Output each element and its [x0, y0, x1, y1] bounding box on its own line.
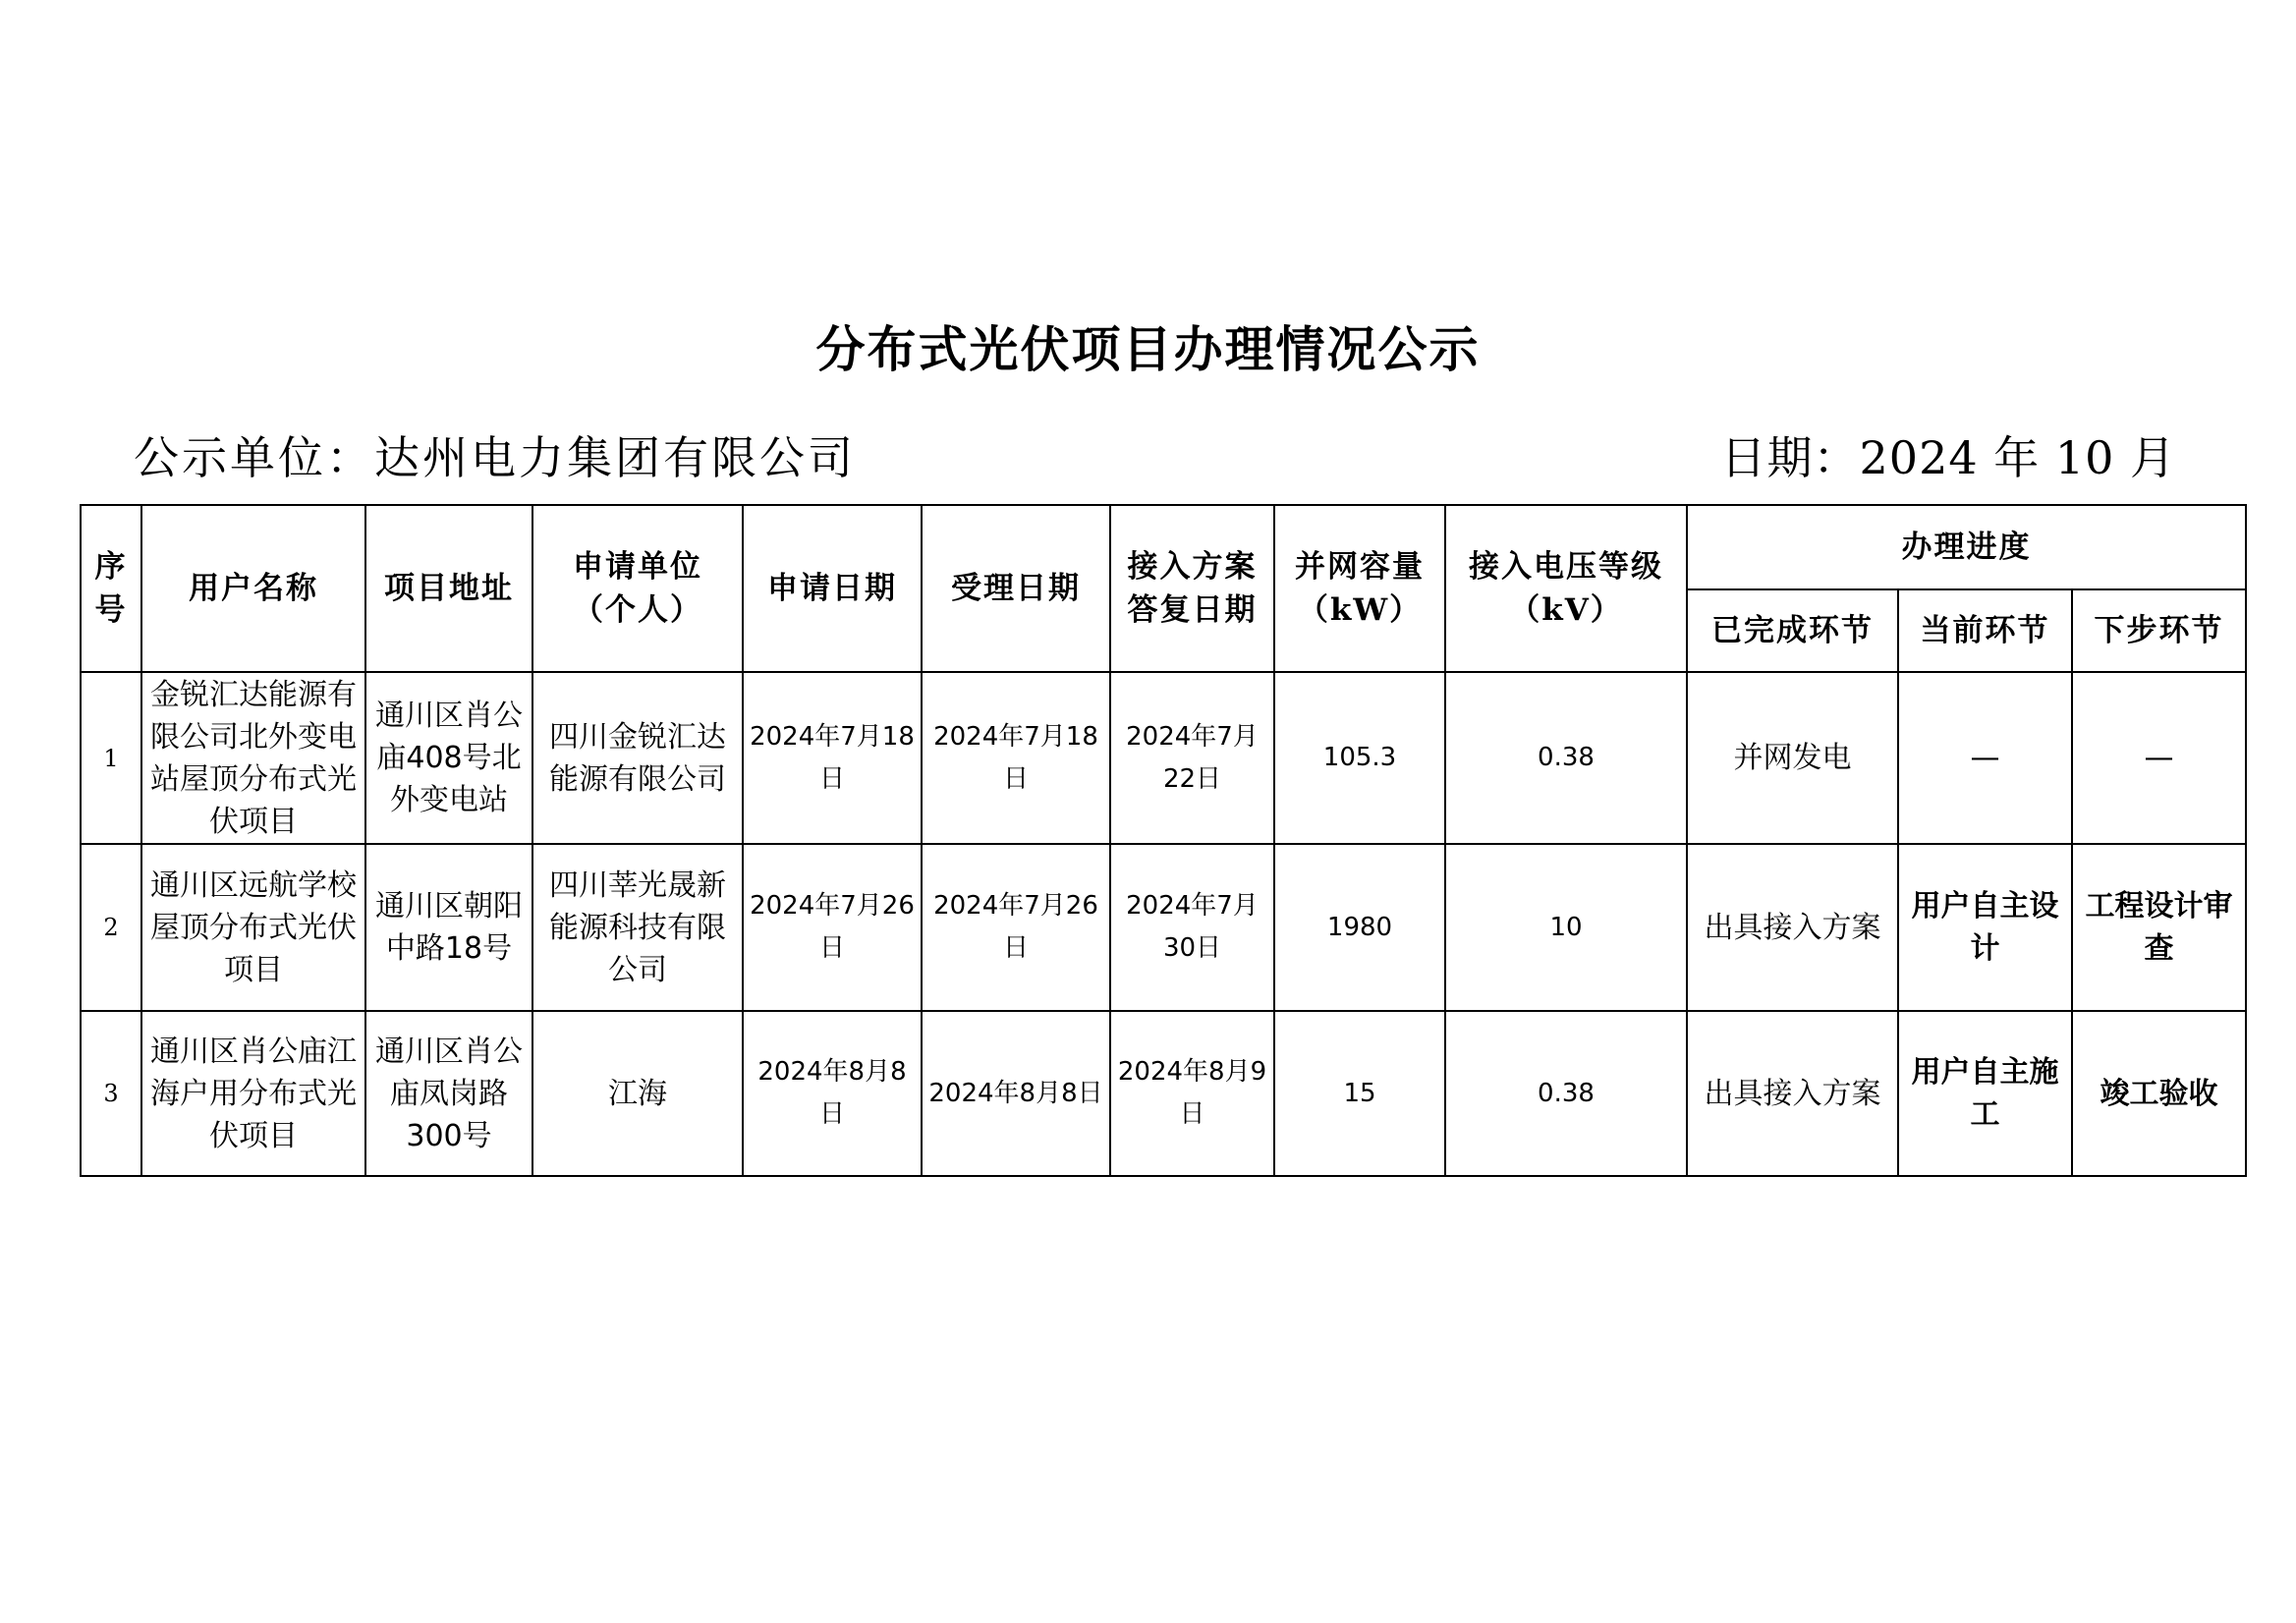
- cell-apply-date: 2024年8月8日: [743, 1011, 922, 1176]
- header-voltage: 接入电压等级（kV）: [1445, 505, 1687, 672]
- cell-idx: 3: [81, 1011, 141, 1176]
- cell-idx: 1: [81, 672, 141, 844]
- header-capacity: 并网容量（kW）: [1274, 505, 1445, 672]
- cell-voltage: 0.38: [1445, 1011, 1687, 1176]
- cell-next: 工程设计审查: [2072, 844, 2246, 1011]
- cell-next: 竣工验收: [2072, 1011, 2246, 1176]
- cell-voltage: 0.38: [1445, 672, 1687, 844]
- cell-applicant: 四川莘光晟新能源科技有限公司: [532, 844, 743, 1011]
- header-done: 已完成环节: [1687, 589, 1898, 672]
- project-table: [80, 504, 2247, 1177]
- publisher-label: 公示单位：达州电力集团有限公司: [134, 431, 856, 484]
- cell-apply-date: 2024年7月26日: [743, 844, 922, 1011]
- header-apply-date: 申请日期: [743, 505, 922, 672]
- cell-accept-date: 2024年7月18日: [922, 672, 1110, 844]
- header-accept-date: 受理日期: [922, 505, 1110, 672]
- cell-current: 用户自主设计: [1898, 844, 2072, 1011]
- cell-capacity: 15: [1274, 1011, 1445, 1176]
- cell-idx: 2: [81, 844, 141, 1011]
- table-row: [81, 672, 2246, 844]
- cell-applicant: 四川金锐汇达能源有限公司: [532, 672, 743, 844]
- cell-name: 通川区远航学校屋顶分布式光伏项目: [141, 844, 365, 1011]
- header-reply-date: 接入方案答复日期: [1110, 505, 1274, 672]
- cell-next: —: [2072, 672, 2246, 844]
- cell-done: 并网发电: [1687, 672, 1898, 844]
- cell-apply-date: 2024年7月18日: [743, 672, 922, 844]
- cell-capacity: 1980: [1274, 844, 1445, 1011]
- table-row: [81, 1011, 2246, 1176]
- cell-address: 通川区肖公庙凤岗路300号: [365, 1011, 532, 1176]
- cell-reply-date: 2024年7月30日: [1110, 844, 1274, 1011]
- cell-voltage: 10: [1445, 844, 1687, 1011]
- cell-reply-date: 2024年7月22日: [1110, 672, 1274, 844]
- header-address: 项目地址: [365, 505, 532, 672]
- publish-date: 日期：2024 年 10 月: [1720, 431, 2176, 484]
- cell-current: 用户自主施工: [1898, 1011, 2072, 1176]
- header-row-top: [81, 505, 2246, 589]
- cell-reply-date: 2024年8月9日: [1110, 1011, 1274, 1176]
- cell-current: —: [1898, 672, 2072, 844]
- cell-done: 出具接入方案: [1687, 844, 1898, 1011]
- header-applicant: 申请单位（个人）: [532, 505, 743, 672]
- cell-name: 金锐汇达能源有限公司北外变电站屋顶分布式光伏项目: [141, 672, 365, 844]
- header-idx: 序号: [81, 505, 141, 672]
- cell-applicant: 江海: [532, 1011, 743, 1176]
- cell-accept-date: 2024年8月8日: [922, 1011, 1110, 1176]
- header-next: 下步环节: [2072, 589, 2246, 672]
- header-current: 当前环节: [1898, 589, 2072, 672]
- cell-capacity: 105.3: [1274, 672, 1445, 844]
- cell-address: 通川区肖公庙408号北外变电站: [365, 672, 532, 844]
- cell-accept-date: 2024年7月26日: [922, 844, 1110, 1011]
- cell-address: 通川区朝阳中路18号: [365, 844, 532, 1011]
- header-name: 用户名称: [141, 505, 365, 672]
- cell-done: 出具接入方案: [1687, 1011, 1898, 1176]
- header-progress: 办理进度: [1687, 505, 2246, 589]
- cell-name: 通川区肖公庙江海户用分布式光伏项目: [141, 1011, 365, 1176]
- table-row: [81, 844, 2246, 1011]
- document-title: 分布式光伏项目办理情况公示: [815, 320, 1481, 378]
